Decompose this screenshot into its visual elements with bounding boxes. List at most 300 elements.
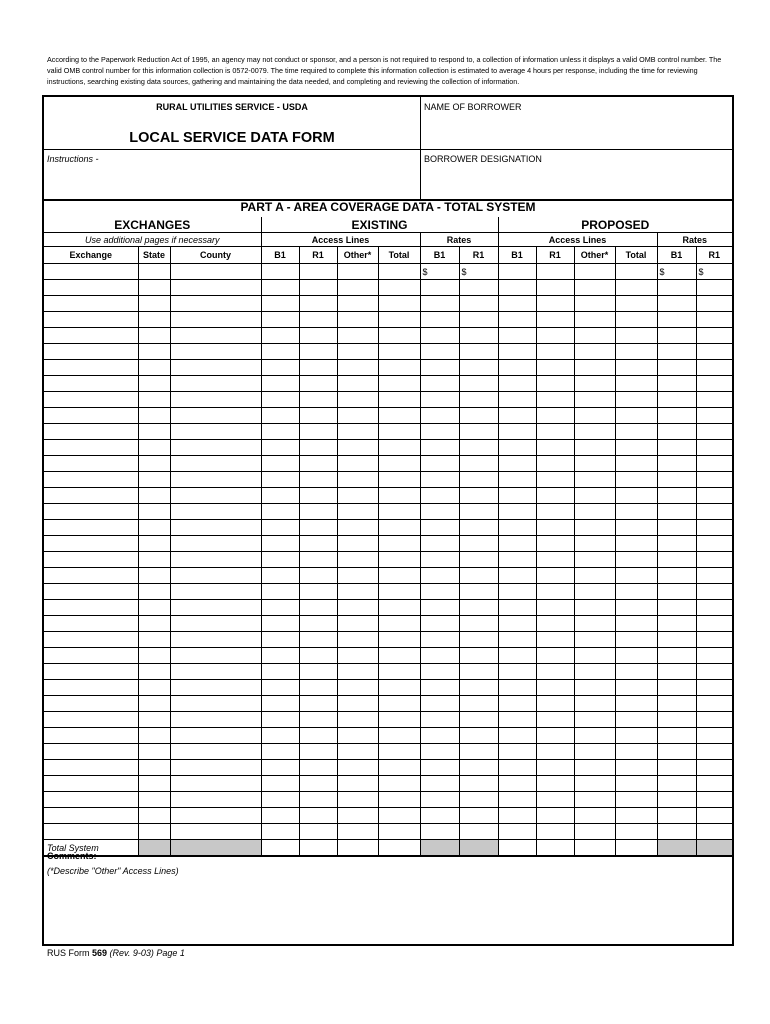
cell-county[interactable] bbox=[170, 472, 261, 488]
cell-existing-other[interactable] bbox=[337, 408, 378, 424]
cell-exchange[interactable] bbox=[44, 552, 138, 568]
cell-existing-rate-r1[interactable] bbox=[459, 744, 498, 760]
cell-existing-total[interactable] bbox=[378, 792, 420, 808]
cell-existing-rate-b1[interactable] bbox=[420, 440, 459, 456]
cell-existing-b1[interactable] bbox=[261, 664, 299, 680]
cell-proposed-r1[interactable] bbox=[536, 344, 574, 360]
cell-proposed-other[interactable] bbox=[574, 744, 615, 760]
cell-existing-rate-r1[interactable] bbox=[459, 728, 498, 744]
cell-exchange[interactable] bbox=[44, 600, 138, 616]
cell-existing-other[interactable] bbox=[337, 664, 378, 680]
cell-existing-rate-r1[interactable] bbox=[459, 312, 498, 328]
cell-proposed-total[interactable] bbox=[615, 744, 657, 760]
cell-proposed-rate-b1[interactable] bbox=[657, 584, 696, 600]
cell-proposed-rate-r1[interactable] bbox=[696, 632, 732, 648]
cell-existing-b1[interactable] bbox=[261, 264, 299, 280]
cell-existing-other[interactable] bbox=[337, 760, 378, 776]
cell-existing-rate-b1[interactable] bbox=[420, 312, 459, 328]
cell-proposed-r1[interactable] bbox=[536, 408, 574, 424]
cell-proposed-other[interactable] bbox=[574, 328, 615, 344]
cell-existing-b1[interactable] bbox=[261, 456, 299, 472]
cell-proposed-rate-r1[interactable] bbox=[696, 312, 732, 328]
cell-existing-rate-r1[interactable] bbox=[459, 536, 498, 552]
cell-proposed-r1[interactable] bbox=[536, 568, 574, 584]
cell-proposed-total[interactable] bbox=[615, 808, 657, 824]
cell-state[interactable] bbox=[138, 440, 170, 456]
cell-county[interactable] bbox=[170, 344, 261, 360]
cell-state[interactable] bbox=[138, 472, 170, 488]
cell-proposed-rate-r1[interactable] bbox=[696, 280, 732, 296]
cell-existing-rate-r1[interactable] bbox=[459, 568, 498, 584]
cell-existing-rate-b1[interactable] bbox=[420, 520, 459, 536]
cell-proposed-b1[interactable] bbox=[498, 712, 536, 728]
cell-existing-other[interactable] bbox=[337, 600, 378, 616]
cell-proposed-r1[interactable] bbox=[536, 808, 574, 824]
cell-existing-rate-r1[interactable] bbox=[459, 616, 498, 632]
cell-exchange[interactable] bbox=[44, 296, 138, 312]
cell-proposed-other[interactable] bbox=[574, 312, 615, 328]
cell-proposed-total[interactable] bbox=[615, 824, 657, 840]
cell-proposed-rate-b1[interactable] bbox=[657, 552, 696, 568]
cell-existing-rate-r1[interactable] bbox=[459, 520, 498, 536]
cell-proposed-b1[interactable] bbox=[498, 664, 536, 680]
cell-existing-total[interactable] bbox=[378, 456, 420, 472]
cell-exchange[interactable] bbox=[44, 584, 138, 600]
cell-proposed-rate-b1[interactable] bbox=[657, 424, 696, 440]
cell-state[interactable] bbox=[138, 296, 170, 312]
cell-existing-rate-b1[interactable] bbox=[420, 664, 459, 680]
cell-state[interactable] bbox=[138, 280, 170, 296]
cell-state[interactable] bbox=[138, 456, 170, 472]
cell-existing-r1[interactable] bbox=[299, 616, 337, 632]
total-cell-proposed-other[interactable] bbox=[574, 840, 615, 857]
cell-state[interactable] bbox=[138, 552, 170, 568]
cell-existing-rate-r1[interactable] bbox=[459, 712, 498, 728]
cell-proposed-rate-b1[interactable] bbox=[657, 568, 696, 584]
cell-existing-total[interactable] bbox=[378, 632, 420, 648]
cell-proposed-rate-r1[interactable] bbox=[696, 776, 732, 792]
cell-existing-b1[interactable] bbox=[261, 600, 299, 616]
cell-existing-r1[interactable] bbox=[299, 792, 337, 808]
cell-existing-b1[interactable] bbox=[261, 312, 299, 328]
cell-existing-rate-r1[interactable] bbox=[459, 472, 498, 488]
cell-state[interactable] bbox=[138, 408, 170, 424]
cell-proposed-rate-r1[interactable] bbox=[696, 824, 732, 840]
cell-proposed-b1[interactable] bbox=[498, 808, 536, 824]
cell-existing-rate-b1[interactable] bbox=[420, 536, 459, 552]
cell-proposed-rate-b1[interactable] bbox=[657, 376, 696, 392]
cell-proposed-r1[interactable] bbox=[536, 552, 574, 568]
cell-proposed-r1[interactable] bbox=[536, 536, 574, 552]
cell-proposed-r1[interactable] bbox=[536, 584, 574, 600]
cell-existing-total[interactable] bbox=[378, 504, 420, 520]
cell-existing-b1[interactable] bbox=[261, 824, 299, 840]
cell-proposed-other[interactable] bbox=[574, 728, 615, 744]
cell-existing-r1[interactable] bbox=[299, 520, 337, 536]
cell-existing-total[interactable] bbox=[378, 776, 420, 792]
cell-existing-other[interactable] bbox=[337, 792, 378, 808]
cell-state[interactable] bbox=[138, 808, 170, 824]
cell-proposed-rate-b1[interactable] bbox=[657, 760, 696, 776]
cell-proposed-other[interactable] bbox=[574, 632, 615, 648]
borrower-designation-field[interactable]: BORROWER DESIGNATION bbox=[424, 154, 542, 164]
cell-proposed-rate-b1[interactable]: $ bbox=[657, 264, 696, 280]
cell-proposed-rate-r1[interactable] bbox=[696, 472, 732, 488]
cell-proposed-total[interactable] bbox=[615, 392, 657, 408]
cell-existing-rate-b1[interactable] bbox=[420, 424, 459, 440]
cell-proposed-total[interactable] bbox=[615, 488, 657, 504]
cell-proposed-b1[interactable] bbox=[498, 568, 536, 584]
cell-proposed-b1[interactable] bbox=[498, 456, 536, 472]
cell-existing-total[interactable] bbox=[378, 296, 420, 312]
total-cell-proposed-r1[interactable] bbox=[536, 840, 574, 857]
cell-existing-total[interactable] bbox=[378, 744, 420, 760]
cell-county[interactable] bbox=[170, 424, 261, 440]
cell-existing-rate-b1[interactable] bbox=[420, 392, 459, 408]
cell-existing-rate-r1[interactable] bbox=[459, 792, 498, 808]
cell-county[interactable] bbox=[170, 552, 261, 568]
cell-county[interactable] bbox=[170, 808, 261, 824]
cell-proposed-b1[interactable] bbox=[498, 344, 536, 360]
cell-proposed-total[interactable] bbox=[615, 360, 657, 376]
cell-existing-r1[interactable] bbox=[299, 664, 337, 680]
cell-proposed-rate-r1[interactable] bbox=[696, 728, 732, 744]
cell-county[interactable] bbox=[170, 536, 261, 552]
cell-proposed-other[interactable] bbox=[574, 664, 615, 680]
cell-exchange[interactable] bbox=[44, 664, 138, 680]
cell-exchange[interactable] bbox=[44, 328, 138, 344]
cell-state[interactable] bbox=[138, 728, 170, 744]
cell-existing-rate-b1[interactable] bbox=[420, 408, 459, 424]
cell-existing-rate-b1[interactable] bbox=[420, 456, 459, 472]
cell-existing-total[interactable] bbox=[378, 696, 420, 712]
cell-proposed-b1[interactable] bbox=[498, 360, 536, 376]
cell-county[interactable] bbox=[170, 616, 261, 632]
cell-existing-other[interactable] bbox=[337, 296, 378, 312]
cell-county[interactable] bbox=[170, 696, 261, 712]
cell-proposed-r1[interactable] bbox=[536, 488, 574, 504]
cell-existing-total[interactable] bbox=[378, 616, 420, 632]
cell-proposed-r1[interactable] bbox=[536, 504, 574, 520]
cell-state[interactable] bbox=[138, 712, 170, 728]
cell-proposed-rate-r1[interactable] bbox=[696, 808, 732, 824]
cell-proposed-r1[interactable] bbox=[536, 280, 574, 296]
cell-state[interactable] bbox=[138, 264, 170, 280]
total-cell-proposed-b1[interactable] bbox=[498, 840, 536, 857]
cell-proposed-rate-b1[interactable] bbox=[657, 632, 696, 648]
cell-proposed-r1[interactable] bbox=[536, 776, 574, 792]
cell-existing-b1[interactable] bbox=[261, 632, 299, 648]
cell-existing-r1[interactable] bbox=[299, 808, 337, 824]
cell-existing-rate-r1[interactable] bbox=[459, 456, 498, 472]
cell-existing-rate-r1[interactable] bbox=[459, 776, 498, 792]
cell-existing-rate-r1[interactable] bbox=[459, 808, 498, 824]
cell-county[interactable] bbox=[170, 360, 261, 376]
cell-existing-r1[interactable] bbox=[299, 504, 337, 520]
cell-county[interactable] bbox=[170, 520, 261, 536]
cell-existing-rate-b1[interactable] bbox=[420, 728, 459, 744]
cell-exchange[interactable] bbox=[44, 488, 138, 504]
cell-existing-b1[interactable] bbox=[261, 808, 299, 824]
cell-existing-total[interactable] bbox=[378, 808, 420, 824]
cell-existing-rate-r1[interactable] bbox=[459, 760, 498, 776]
cell-proposed-other[interactable] bbox=[574, 680, 615, 696]
cell-existing-r1[interactable] bbox=[299, 488, 337, 504]
cell-existing-total[interactable] bbox=[378, 408, 420, 424]
cell-state[interactable] bbox=[138, 312, 170, 328]
cell-existing-rate-r1[interactable]: $ bbox=[459, 264, 498, 280]
cell-proposed-rate-r1[interactable] bbox=[696, 536, 732, 552]
cell-proposed-other[interactable] bbox=[574, 504, 615, 520]
cell-state[interactable] bbox=[138, 504, 170, 520]
cell-existing-other[interactable] bbox=[337, 536, 378, 552]
cell-proposed-b1[interactable] bbox=[498, 584, 536, 600]
cell-existing-other[interactable] bbox=[337, 584, 378, 600]
cell-state[interactable] bbox=[138, 488, 170, 504]
cell-existing-rate-r1[interactable] bbox=[459, 296, 498, 312]
cell-proposed-other[interactable] bbox=[574, 616, 615, 632]
cell-existing-rate-b1[interactable] bbox=[420, 792, 459, 808]
cell-proposed-rate-r1[interactable] bbox=[696, 440, 732, 456]
cell-existing-r1[interactable] bbox=[299, 312, 337, 328]
cell-existing-rate-b1[interactable] bbox=[420, 632, 459, 648]
cell-proposed-rate-b1[interactable] bbox=[657, 360, 696, 376]
cell-existing-rate-b1[interactable] bbox=[420, 744, 459, 760]
cell-proposed-other[interactable] bbox=[574, 824, 615, 840]
cell-exchange[interactable] bbox=[44, 648, 138, 664]
cell-existing-rate-b1[interactable] bbox=[420, 696, 459, 712]
cell-existing-rate-b1[interactable] bbox=[420, 600, 459, 616]
cell-proposed-b1[interactable] bbox=[498, 824, 536, 840]
cell-exchange[interactable] bbox=[44, 808, 138, 824]
cell-existing-other[interactable] bbox=[337, 728, 378, 744]
cell-existing-other[interactable] bbox=[337, 520, 378, 536]
cell-proposed-rate-b1[interactable] bbox=[657, 296, 696, 312]
cell-state[interactable] bbox=[138, 744, 170, 760]
cell-existing-b1[interactable] bbox=[261, 760, 299, 776]
cell-existing-b1[interactable] bbox=[261, 728, 299, 744]
cell-proposed-other[interactable] bbox=[574, 376, 615, 392]
cell-proposed-total[interactable] bbox=[615, 712, 657, 728]
cell-proposed-r1[interactable] bbox=[536, 632, 574, 648]
cell-existing-total[interactable] bbox=[378, 424, 420, 440]
cell-proposed-rate-b1[interactable] bbox=[657, 280, 696, 296]
cell-proposed-total[interactable] bbox=[615, 280, 657, 296]
cell-existing-rate-b1[interactable] bbox=[420, 504, 459, 520]
cell-existing-b1[interactable] bbox=[261, 584, 299, 600]
cell-existing-r1[interactable] bbox=[299, 776, 337, 792]
cell-existing-rate-r1[interactable] bbox=[459, 632, 498, 648]
cell-proposed-b1[interactable] bbox=[498, 680, 536, 696]
cell-existing-rate-r1[interactable] bbox=[459, 696, 498, 712]
cell-exchange[interactable] bbox=[44, 280, 138, 296]
cell-proposed-rate-b1[interactable] bbox=[657, 312, 696, 328]
cell-county[interactable] bbox=[170, 504, 261, 520]
cell-existing-r1[interactable] bbox=[299, 584, 337, 600]
cell-county[interactable] bbox=[170, 776, 261, 792]
cell-proposed-rate-b1[interactable] bbox=[657, 504, 696, 520]
cell-proposed-rate-r1[interactable] bbox=[696, 488, 732, 504]
cell-proposed-other[interactable] bbox=[574, 520, 615, 536]
cell-exchange[interactable] bbox=[44, 760, 138, 776]
cell-existing-r1[interactable] bbox=[299, 680, 337, 696]
cell-proposed-other[interactable] bbox=[574, 264, 615, 280]
cell-proposed-b1[interactable] bbox=[498, 408, 536, 424]
cell-proposed-rate-b1[interactable] bbox=[657, 792, 696, 808]
cell-proposed-b1[interactable] bbox=[498, 520, 536, 536]
cell-existing-total[interactable] bbox=[378, 648, 420, 664]
cell-proposed-b1[interactable] bbox=[498, 440, 536, 456]
cell-existing-other[interactable] bbox=[337, 488, 378, 504]
cell-proposed-rate-b1[interactable] bbox=[657, 696, 696, 712]
cell-existing-b1[interactable] bbox=[261, 280, 299, 296]
cell-state[interactable] bbox=[138, 696, 170, 712]
cell-proposed-r1[interactable] bbox=[536, 520, 574, 536]
cell-existing-other[interactable] bbox=[337, 696, 378, 712]
cell-proposed-total[interactable] bbox=[615, 296, 657, 312]
cell-proposed-rate-r1[interactable] bbox=[696, 568, 732, 584]
cell-proposed-rate-r1[interactable] bbox=[696, 328, 732, 344]
cell-proposed-rate-r1[interactable] bbox=[696, 392, 732, 408]
cell-proposed-rate-b1[interactable] bbox=[657, 392, 696, 408]
cell-existing-other[interactable] bbox=[337, 280, 378, 296]
cell-proposed-total[interactable] bbox=[615, 312, 657, 328]
cell-proposed-total[interactable] bbox=[615, 424, 657, 440]
cell-county[interactable] bbox=[170, 728, 261, 744]
cell-state[interactable] bbox=[138, 600, 170, 616]
cell-proposed-other[interactable] bbox=[574, 760, 615, 776]
cell-existing-b1[interactable] bbox=[261, 696, 299, 712]
cell-proposed-other[interactable] bbox=[574, 648, 615, 664]
cell-proposed-total[interactable] bbox=[615, 504, 657, 520]
cell-county[interactable] bbox=[170, 664, 261, 680]
cell-proposed-rate-b1[interactable] bbox=[657, 824, 696, 840]
cell-state[interactable] bbox=[138, 344, 170, 360]
cell-proposed-other[interactable] bbox=[574, 552, 615, 568]
cell-existing-r1[interactable] bbox=[299, 472, 337, 488]
cell-county[interactable] bbox=[170, 712, 261, 728]
cell-proposed-r1[interactable] bbox=[536, 440, 574, 456]
cell-state[interactable] bbox=[138, 376, 170, 392]
cell-proposed-b1[interactable] bbox=[498, 280, 536, 296]
cell-proposed-b1[interactable] bbox=[498, 328, 536, 344]
cell-proposed-total[interactable] bbox=[615, 408, 657, 424]
cell-existing-rate-b1[interactable] bbox=[420, 360, 459, 376]
cell-existing-other[interactable] bbox=[337, 824, 378, 840]
cell-existing-rate-r1[interactable] bbox=[459, 680, 498, 696]
cell-proposed-b1[interactable] bbox=[498, 552, 536, 568]
cell-exchange[interactable] bbox=[44, 504, 138, 520]
cell-existing-r1[interactable] bbox=[299, 760, 337, 776]
cell-existing-rate-b1[interactable] bbox=[420, 472, 459, 488]
cell-existing-other[interactable] bbox=[337, 568, 378, 584]
cell-county[interactable] bbox=[170, 744, 261, 760]
cell-existing-rate-r1[interactable] bbox=[459, 504, 498, 520]
cell-state[interactable] bbox=[138, 792, 170, 808]
cell-exchange[interactable] bbox=[44, 520, 138, 536]
cell-state[interactable] bbox=[138, 776, 170, 792]
cell-proposed-b1[interactable] bbox=[498, 296, 536, 312]
cell-proposed-rate-r1[interactable] bbox=[696, 648, 732, 664]
cell-existing-total[interactable] bbox=[378, 568, 420, 584]
cell-existing-rate-b1[interactable] bbox=[420, 712, 459, 728]
cell-existing-total[interactable] bbox=[378, 536, 420, 552]
cell-existing-b1[interactable] bbox=[261, 648, 299, 664]
cell-proposed-other[interactable] bbox=[574, 296, 615, 312]
cell-proposed-total[interactable] bbox=[615, 664, 657, 680]
cell-proposed-rate-b1[interactable] bbox=[657, 776, 696, 792]
cell-proposed-other[interactable] bbox=[574, 472, 615, 488]
cell-exchange[interactable] bbox=[44, 792, 138, 808]
cell-existing-b1[interactable] bbox=[261, 440, 299, 456]
cell-proposed-rate-r1[interactable] bbox=[696, 744, 732, 760]
cell-county[interactable] bbox=[170, 456, 261, 472]
cell-proposed-rate-b1[interactable] bbox=[657, 744, 696, 760]
cell-state[interactable] bbox=[138, 824, 170, 840]
cell-existing-r1[interactable] bbox=[299, 728, 337, 744]
cell-proposed-r1[interactable] bbox=[536, 696, 574, 712]
cell-proposed-total[interactable] bbox=[615, 792, 657, 808]
cell-existing-rate-r1[interactable] bbox=[459, 328, 498, 344]
cell-proposed-other[interactable] bbox=[574, 776, 615, 792]
cell-proposed-b1[interactable] bbox=[498, 488, 536, 504]
cell-existing-rate-r1[interactable] bbox=[459, 488, 498, 504]
cell-proposed-b1[interactable] bbox=[498, 744, 536, 760]
cell-proposed-rate-r1[interactable] bbox=[696, 408, 732, 424]
cell-existing-rate-r1[interactable] bbox=[459, 584, 498, 600]
cell-proposed-r1[interactable] bbox=[536, 744, 574, 760]
cell-exchange[interactable] bbox=[44, 472, 138, 488]
cell-county[interactable] bbox=[170, 792, 261, 808]
cell-existing-rate-b1[interactable] bbox=[420, 760, 459, 776]
cell-proposed-other[interactable] bbox=[574, 712, 615, 728]
cell-proposed-r1[interactable] bbox=[536, 680, 574, 696]
cell-existing-rate-b1[interactable] bbox=[420, 824, 459, 840]
cell-exchange[interactable] bbox=[44, 264, 138, 280]
cell-exchange[interactable] bbox=[44, 824, 138, 840]
cell-exchange[interactable] bbox=[44, 696, 138, 712]
cell-existing-rate-r1[interactable] bbox=[459, 824, 498, 840]
cell-state[interactable] bbox=[138, 392, 170, 408]
cell-proposed-r1[interactable] bbox=[536, 792, 574, 808]
cell-proposed-other[interactable] bbox=[574, 456, 615, 472]
cell-existing-other[interactable] bbox=[337, 744, 378, 760]
cell-exchange[interactable] bbox=[44, 744, 138, 760]
cell-existing-other[interactable] bbox=[337, 456, 378, 472]
cell-proposed-rate-b1[interactable] bbox=[657, 728, 696, 744]
cell-proposed-rate-b1[interactable] bbox=[657, 536, 696, 552]
cell-proposed-rate-b1[interactable] bbox=[657, 328, 696, 344]
cell-existing-r1[interactable] bbox=[299, 536, 337, 552]
cell-proposed-r1[interactable] bbox=[536, 312, 574, 328]
cell-county[interactable] bbox=[170, 632, 261, 648]
cell-proposed-total[interactable] bbox=[615, 760, 657, 776]
cell-proposed-rate-r1[interactable] bbox=[696, 520, 732, 536]
cell-exchange[interactable] bbox=[44, 344, 138, 360]
cell-proposed-rate-r1[interactable] bbox=[696, 376, 732, 392]
cell-existing-other[interactable] bbox=[337, 632, 378, 648]
cell-proposed-total[interactable] bbox=[615, 328, 657, 344]
cell-proposed-total[interactable] bbox=[615, 776, 657, 792]
cell-existing-other[interactable] bbox=[337, 264, 378, 280]
cell-proposed-other[interactable] bbox=[574, 344, 615, 360]
cell-proposed-rate-r1[interactable] bbox=[696, 344, 732, 360]
cell-existing-total[interactable] bbox=[378, 760, 420, 776]
cell-existing-b1[interactable] bbox=[261, 776, 299, 792]
cell-state[interactable] bbox=[138, 664, 170, 680]
cell-proposed-other[interactable] bbox=[574, 440, 615, 456]
cell-existing-b1[interactable] bbox=[261, 680, 299, 696]
